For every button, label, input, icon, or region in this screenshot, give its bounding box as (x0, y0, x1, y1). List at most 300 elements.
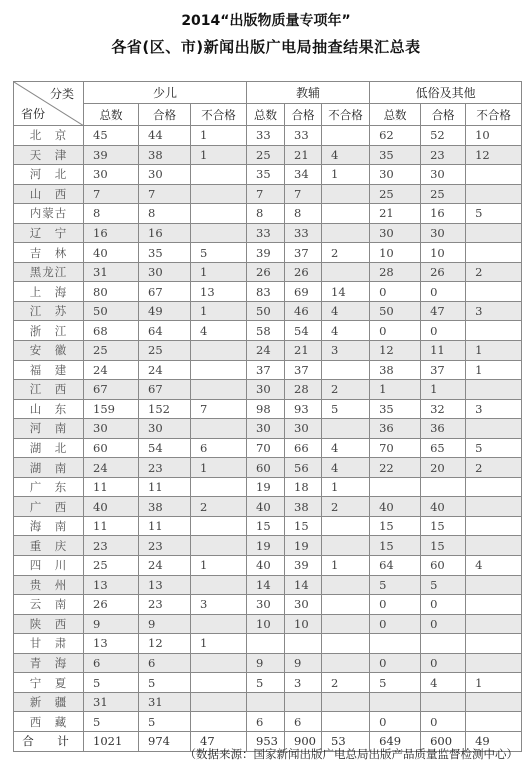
data-cell: 26 (84, 595, 139, 615)
province-cell: 重 庆 (14, 536, 84, 556)
province-cell: 辽 宁 (14, 223, 84, 243)
group-header-textbooks: 教辅 (247, 82, 370, 104)
data-cell: 11 (421, 341, 466, 361)
data-cell: 1 (191, 301, 247, 321)
table-row (14, 497, 522, 517)
data-cell: 24 (139, 556, 191, 576)
data-cell: 15 (285, 516, 322, 536)
data-cell: 60 (421, 556, 466, 576)
data-cell: 38 (370, 360, 421, 380)
data-cell: 7 (139, 184, 191, 204)
province-cell: 甘 肃 (14, 634, 84, 654)
data-cell: 6 (191, 438, 247, 458)
data-cell: 7 (285, 184, 322, 204)
data-cell: 35 (370, 399, 421, 419)
data-cell (466, 595, 522, 615)
data-cell (466, 614, 522, 634)
table-row (14, 380, 522, 400)
corner-province-label: 省份 (21, 107, 46, 121)
total-cell: 600 (421, 731, 466, 751)
subheader-qualified: 合格 (421, 104, 466, 126)
data-cell: 10 (466, 126, 522, 146)
data-cell: 5 (370, 673, 421, 693)
data-cell: 12 (466, 145, 522, 165)
table-row (14, 243, 522, 263)
data-cell: 6 (247, 712, 285, 732)
data-cell: 25 (247, 145, 285, 165)
table-row (14, 165, 522, 185)
table-row (14, 223, 522, 243)
data-cell: 10 (421, 243, 466, 263)
data-cell: 28 (285, 380, 322, 400)
data-cell: 24 (84, 458, 139, 478)
data-cell: 1 (191, 126, 247, 146)
data-cell (191, 223, 247, 243)
data-cell: 30 (370, 165, 421, 185)
data-cell: 4 (191, 321, 247, 341)
data-cell: 9 (285, 653, 322, 673)
data-cell: 9 (139, 614, 191, 634)
data-cell: 30 (247, 595, 285, 615)
data-cell: 0 (370, 614, 421, 634)
table-row (14, 438, 522, 458)
data-cell: 38 (139, 497, 191, 517)
data-cell (322, 419, 370, 439)
data-cell (322, 712, 370, 732)
province-cell: 海 南 (14, 516, 84, 536)
data-cell: 46 (285, 301, 322, 321)
data-cell: 5 (370, 575, 421, 595)
data-cell: 13 (84, 634, 139, 654)
data-cell: 2 (322, 673, 370, 693)
total-cell: 53 (322, 731, 370, 751)
data-cell: 5 (466, 204, 522, 224)
table-row (14, 634, 522, 654)
data-cell: 31 (84, 692, 139, 712)
data-cell (322, 262, 370, 282)
data-cell: 8 (84, 204, 139, 224)
data-cell: 30 (247, 380, 285, 400)
data-cell (322, 595, 370, 615)
data-cell (466, 419, 522, 439)
data-cell (466, 634, 522, 654)
province-cell: 湖 南 (14, 458, 84, 478)
data-cell: 34 (285, 165, 322, 185)
table-row (14, 282, 522, 302)
data-cell: 40 (84, 497, 139, 517)
data-cell: 5 (322, 399, 370, 419)
province-cell: 云 南 (14, 595, 84, 615)
data-cell: 33 (285, 223, 322, 243)
subheader-total: 总数 (370, 104, 421, 126)
data-cell: 11 (84, 477, 139, 497)
table-row (14, 536, 522, 556)
data-cell: 13 (84, 575, 139, 595)
data-cell: 0 (370, 282, 421, 302)
data-cell: 4 (322, 321, 370, 341)
data-cell: 30 (285, 595, 322, 615)
data-cell: 16 (421, 204, 466, 224)
data-cell: 0 (421, 595, 466, 615)
province-cell: 山 东 (14, 399, 84, 419)
data-cell: 4 (322, 458, 370, 478)
province-cell: 河 南 (14, 419, 84, 439)
data-cell: 5 (421, 575, 466, 595)
table-row (14, 516, 522, 536)
total-cell: 47 (191, 731, 247, 751)
data-cell: 30 (139, 419, 191, 439)
table-row (14, 399, 522, 419)
data-cell: 3 (466, 399, 522, 419)
data-cell: 36 (421, 419, 466, 439)
data-cell: 6 (139, 653, 191, 673)
data-cell: 0 (421, 712, 466, 732)
data-cell: 58 (247, 321, 285, 341)
data-cell (322, 692, 370, 712)
data-cell: 2 (322, 243, 370, 263)
data-cell (322, 653, 370, 673)
data-cell: 67 (139, 380, 191, 400)
data-cell: 98 (247, 399, 285, 419)
data-cell: 4 (322, 145, 370, 165)
data-cell (370, 634, 421, 654)
data-cell: 9 (84, 614, 139, 634)
province-cell: 陕 西 (14, 614, 84, 634)
subheader-qualified: 合格 (139, 104, 191, 126)
data-cell: 56 (285, 458, 322, 478)
data-cell (247, 692, 285, 712)
data-cell (466, 712, 522, 732)
province-cell: 山 西 (14, 184, 84, 204)
data-cell (191, 184, 247, 204)
data-cell: 4 (421, 673, 466, 693)
data-cell: 69 (285, 282, 322, 302)
data-cell (466, 477, 522, 497)
data-cell: 30 (421, 223, 466, 243)
subheader-unqualified: 不合格 (191, 104, 247, 126)
data-cell (191, 575, 247, 595)
data-cell: 15 (247, 516, 285, 536)
province-cell: 新 疆 (14, 692, 84, 712)
data-cell (322, 184, 370, 204)
data-cell: 18 (285, 477, 322, 497)
table-row (14, 184, 522, 204)
data-cell (191, 536, 247, 556)
data-cell (421, 634, 466, 654)
province-cell: 安 徽 (14, 341, 84, 361)
data-cell: 14 (285, 575, 322, 595)
data-cell (247, 634, 285, 654)
data-cell: 21 (285, 341, 322, 361)
data-cell: 66 (285, 438, 322, 458)
data-cell: 38 (139, 145, 191, 165)
data-cell (322, 634, 370, 654)
table-row (14, 360, 522, 380)
data-cell: 68 (84, 321, 139, 341)
data-cell: 25 (84, 341, 139, 361)
data-cell: 5 (139, 712, 191, 732)
total-cell: 953 (247, 731, 285, 751)
data-cell: 16 (139, 223, 191, 243)
data-cell: 16 (84, 223, 139, 243)
data-cell: 25 (421, 184, 466, 204)
data-cell: 1 (466, 341, 522, 361)
data-cell: 35 (139, 243, 191, 263)
data-cell: 67 (84, 380, 139, 400)
data-cell: 0 (421, 282, 466, 302)
data-cell: 1 (322, 556, 370, 576)
province-cell: 西 藏 (14, 712, 84, 732)
data-cell (322, 516, 370, 536)
data-cell (191, 477, 247, 497)
data-cell: 21 (370, 204, 421, 224)
data-cell (285, 692, 322, 712)
data-cell: 33 (285, 126, 322, 146)
data-cell: 3 (466, 301, 522, 321)
title-line-2: 各省(区、市)新闻出版广电局抽查结果汇总表 (111, 38, 421, 56)
data-cell: 26 (421, 262, 466, 282)
data-cell (466, 223, 522, 243)
subheader-total: 总数 (247, 104, 285, 126)
data-cell: 2 (191, 497, 247, 517)
data-cell (322, 223, 370, 243)
data-cell: 40 (421, 497, 466, 517)
data-cell (191, 165, 247, 185)
data-cell: 1 (466, 360, 522, 380)
data-cell: 39 (285, 556, 322, 576)
data-cell: 11 (139, 477, 191, 497)
table-row (14, 301, 522, 321)
data-cell: 39 (84, 145, 139, 165)
table-row (14, 419, 522, 439)
data-cell: 30 (84, 165, 139, 185)
data-cell: 4 (466, 556, 522, 576)
table-row (14, 126, 522, 146)
data-cell: 1 (191, 458, 247, 478)
total-cell: 974 (139, 731, 191, 751)
data-cell: 152 (139, 399, 191, 419)
data-cell: 5 (139, 673, 191, 693)
data-cell: 3 (285, 673, 322, 693)
group-header-row (14, 82, 522, 104)
data-cell (466, 321, 522, 341)
data-cell (466, 243, 522, 263)
data-cell: 60 (84, 438, 139, 458)
data-cell: 35 (370, 145, 421, 165)
table-row (14, 262, 522, 282)
data-cell (466, 575, 522, 595)
data-cell: 30 (285, 419, 322, 439)
data-cell (285, 634, 322, 654)
data-cell (191, 614, 247, 634)
data-cell (191, 419, 247, 439)
corner-header-cell (14, 82, 84, 126)
data-cell (191, 341, 247, 361)
data-cell: 23 (84, 536, 139, 556)
subheader-total: 总数 (84, 104, 139, 126)
data-cell (191, 692, 247, 712)
data-cell: 12 (370, 341, 421, 361)
corner-category-label: 分类 (49, 87, 74, 101)
province-cell: 广 东 (14, 477, 84, 497)
data-cell: 1 (466, 673, 522, 693)
data-cell: 6 (285, 712, 322, 732)
province-cell: 福 建 (14, 360, 84, 380)
data-cell (191, 712, 247, 732)
data-cell: 23 (139, 595, 191, 615)
table-row (14, 341, 522, 361)
data-cell: 1 (421, 380, 466, 400)
province-cell: 黑龙江 (14, 262, 84, 282)
title-line-1: 2014“出版物质量专项年” (181, 13, 351, 29)
data-cell: 52 (421, 126, 466, 146)
table-row (14, 595, 522, 615)
table-row (14, 692, 522, 712)
data-cell: 60 (247, 458, 285, 478)
data-cell: 6 (84, 653, 139, 673)
data-cell: 24 (84, 360, 139, 380)
data-cell (370, 692, 421, 712)
subheader-row (14, 104, 522, 126)
data-cell: 19 (285, 536, 322, 556)
data-cell: 5 (84, 673, 139, 693)
table-row (14, 321, 522, 341)
data-cell: 15 (370, 516, 421, 536)
data-cell: 21 (285, 145, 322, 165)
data-cell: 15 (421, 516, 466, 536)
data-cell (466, 536, 522, 556)
data-cell (466, 184, 522, 204)
data-cell: 23 (421, 145, 466, 165)
data-cell (322, 536, 370, 556)
table-row (14, 653, 522, 673)
data-cell: 47 (421, 301, 466, 321)
data-cell: 3 (191, 595, 247, 615)
data-cell: 65 (421, 438, 466, 458)
data-cell: 83 (247, 282, 285, 302)
data-cell: 1 (191, 634, 247, 654)
data-cell: 50 (370, 301, 421, 321)
data-cell: 19 (247, 477, 285, 497)
data-cell: 1 (322, 165, 370, 185)
data-cell: 0 (421, 653, 466, 673)
data-cell: 50 (84, 301, 139, 321)
data-cell (191, 204, 247, 224)
data-cell: 35 (247, 165, 285, 185)
data-cell: 33 (247, 126, 285, 146)
data-cell: 38 (285, 497, 322, 517)
data-cell: 50 (247, 301, 285, 321)
province-cell: 上 海 (14, 282, 84, 302)
data-cell: 15 (370, 536, 421, 556)
data-cell: 0 (370, 595, 421, 615)
province-cell: 宁 夏 (14, 673, 84, 693)
data-cell (466, 380, 522, 400)
data-cell (370, 477, 421, 497)
data-cell: 32 (421, 399, 466, 419)
data-cell (191, 380, 247, 400)
data-cell: 45 (84, 126, 139, 146)
data-cell (466, 653, 522, 673)
data-cell: 37 (285, 360, 322, 380)
data-cell (466, 692, 522, 712)
data-cell: 40 (370, 497, 421, 517)
data-cell: 10 (285, 614, 322, 634)
data-cell (322, 204, 370, 224)
data-cell (421, 477, 466, 497)
total-cell: 900 (285, 731, 322, 751)
data-cell: 7 (84, 184, 139, 204)
data-cell (466, 516, 522, 536)
province-cell: 内蒙古 (14, 204, 84, 224)
data-cell (191, 516, 247, 536)
subheader-unqualified: 不合格 (322, 104, 370, 126)
group-header-children: 少儿 (84, 82, 247, 104)
data-cell: 0 (370, 653, 421, 673)
province-cell: 天 津 (14, 145, 84, 165)
data-cell (421, 692, 466, 712)
data-cell: 0 (421, 321, 466, 341)
data-cell: 54 (139, 438, 191, 458)
table-row (14, 575, 522, 595)
data-cell: 4 (322, 438, 370, 458)
data-cell: 25 (370, 184, 421, 204)
data-cell: 62 (370, 126, 421, 146)
data-cell: 13 (139, 575, 191, 595)
subheader-unqualified: 不合格 (466, 104, 522, 126)
data-cell: 5 (247, 673, 285, 693)
data-cell: 20 (421, 458, 466, 478)
data-cell: 5 (191, 243, 247, 263)
data-cell: 37 (247, 360, 285, 380)
table-row (14, 556, 522, 576)
data-cell: 80 (84, 282, 139, 302)
data-cell: 7 (191, 399, 247, 419)
data-cell: 7 (247, 184, 285, 204)
data-cell (466, 497, 522, 517)
data-cell (322, 575, 370, 595)
data-cell: 70 (370, 438, 421, 458)
data-cell: 23 (139, 458, 191, 478)
data-cell: 22 (370, 458, 421, 478)
province-cell: 江 苏 (14, 301, 84, 321)
data-cell: 4 (322, 301, 370, 321)
data-cell: 1 (191, 556, 247, 576)
data-cell: 70 (247, 438, 285, 458)
data-cell: 54 (285, 321, 322, 341)
data-cell: 24 (247, 341, 285, 361)
data-cell (322, 614, 370, 634)
data-cell (191, 653, 247, 673)
province-cell: 江 西 (14, 380, 84, 400)
data-cell: 36 (370, 419, 421, 439)
table-row (14, 712, 522, 732)
data-cell: 30 (139, 262, 191, 282)
data-cell: 23 (139, 536, 191, 556)
table-row (14, 145, 522, 165)
data-cell: 30 (84, 419, 139, 439)
province-cell: 青 海 (14, 653, 84, 673)
subheader-qualified: 合格 (285, 104, 322, 126)
data-cell: 40 (247, 497, 285, 517)
data-cell: 2 (466, 262, 522, 282)
data-cell: 0 (370, 712, 421, 732)
data-cell: 0 (421, 614, 466, 634)
province-cell: 河 北 (14, 165, 84, 185)
data-cell: 64 (139, 321, 191, 341)
data-cell: 26 (285, 262, 322, 282)
data-cell: 25 (84, 556, 139, 576)
